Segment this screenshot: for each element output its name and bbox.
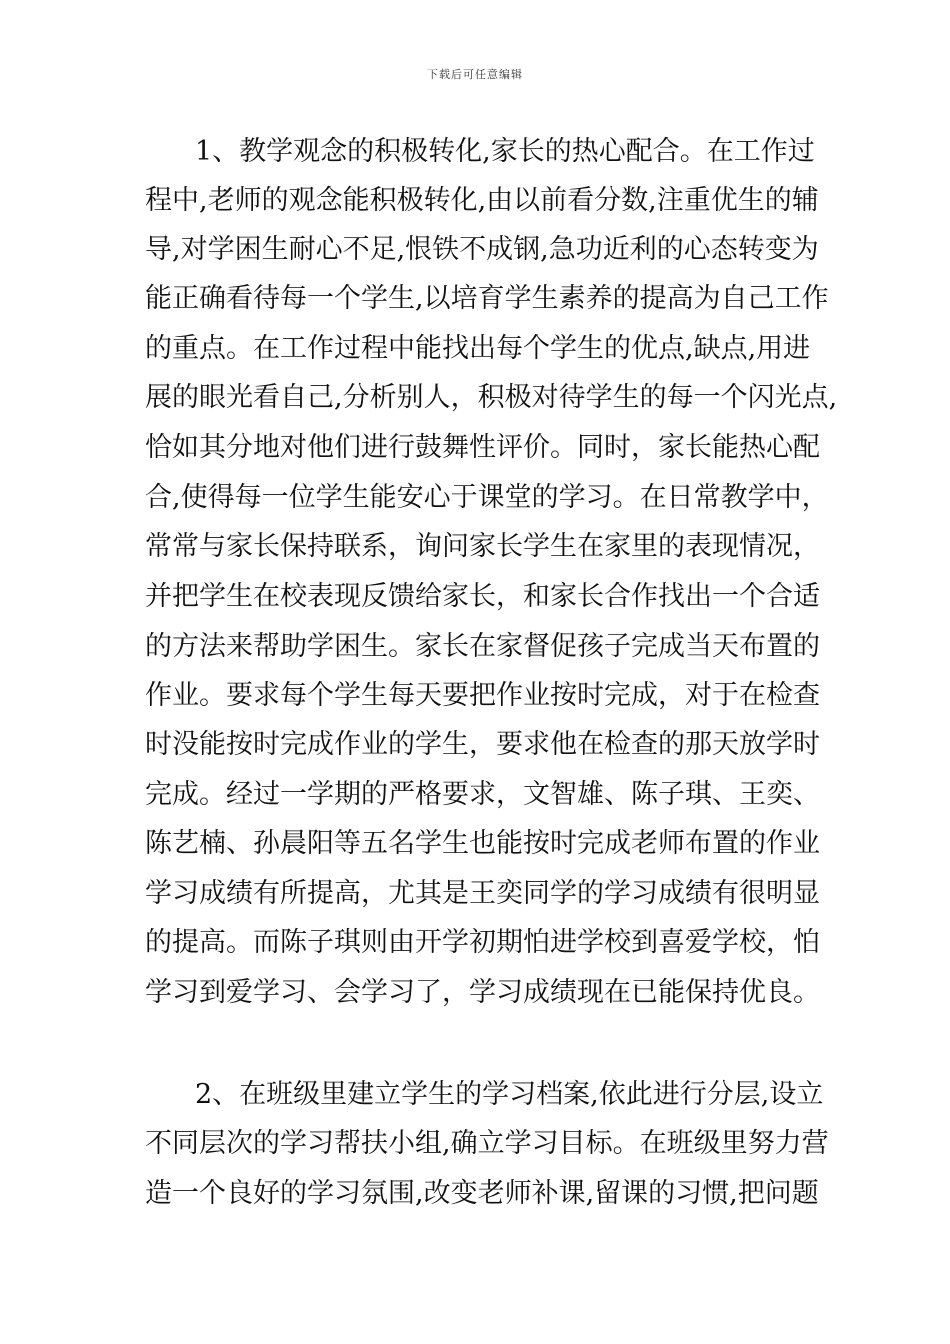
paragraph-line: 的重点。在工作过程中能找出每个学生的优点,缺点,用进: [145, 333, 811, 364]
paragraph-line: 的方法来帮助学困生。家长在家督促孩子完成当天布置的: [145, 631, 820, 662]
paragraph-line: 完成。经过一学期的严格要求，文智雄、陈子琪、王奕、: [145, 779, 820, 810]
paragraph-line: 学习到爱学习、会学习了，学习成绩现在已能保持优良。: [145, 977, 820, 1008]
paragraph-line: 恰如其分地对他们进行鼓舞性评价。同时，家长能热心配: [145, 432, 820, 463]
paragraph-line: 程中,老师的观念能积极转化,由以前看分数,注重优生的辅: [145, 185, 819, 216]
paragraph-line: 陈艺楠、孙晨阳等五名学生也能按时完成老师布置的作业: [145, 828, 820, 859]
paragraph-line: 1、教学观念的积极转化,家长的热心配合。在工作过: [195, 136, 815, 167]
paragraph-line: 能正确看待每一个学生,以培育学生素养的提高为自己工作: [145, 283, 829, 314]
paragraph-line: 常常与家长保持联系，询问家长学生在家里的表现情况，: [145, 531, 820, 562]
paragraph-line: 的提高。而陈子琪则由开学初期怕进学校到喜爱学校，怕: [145, 927, 820, 958]
header-note: 下载后可任意编辑: [427, 68, 523, 81]
paragraph-line: 展的眼光看自己,分析别人，积极对待学生的每一个闪光点,: [145, 382, 838, 413]
paragraph-line: 时没能按时完成作业的学生，要求他在检查的那天放学时: [145, 729, 820, 760]
paragraph-line: 并把学生在校表现反馈给家长，和家长合作找出一个合适: [145, 581, 820, 612]
paragraph-line: 作业。要求每个学生每天要把作业按时完成，对于在检查: [145, 680, 820, 711]
paragraph-line: 2、在班级里建立学生的学习档案,依此进行分层,设立: [195, 1079, 824, 1110]
paragraph-line: 造一个良好的学习氛围,改变老师补课,留课的习惯,把问题: [145, 1178, 819, 1209]
paragraph-line: 学习成绩有所提高，尤其是王奕同学的学习成绩有很明显: [145, 878, 820, 909]
paragraph-line: 合,使得每一位学生能安心于课堂的学习。在日常教学中，: [145, 482, 829, 513]
paragraph-line: 不同层次的学习帮扶小组,确立学习目标。在班级里努力营: [145, 1128, 829, 1159]
paragraph-line: 导,对学困生耐心不足,恨铁不成钢,急功近利的心态转变为: [145, 234, 819, 265]
